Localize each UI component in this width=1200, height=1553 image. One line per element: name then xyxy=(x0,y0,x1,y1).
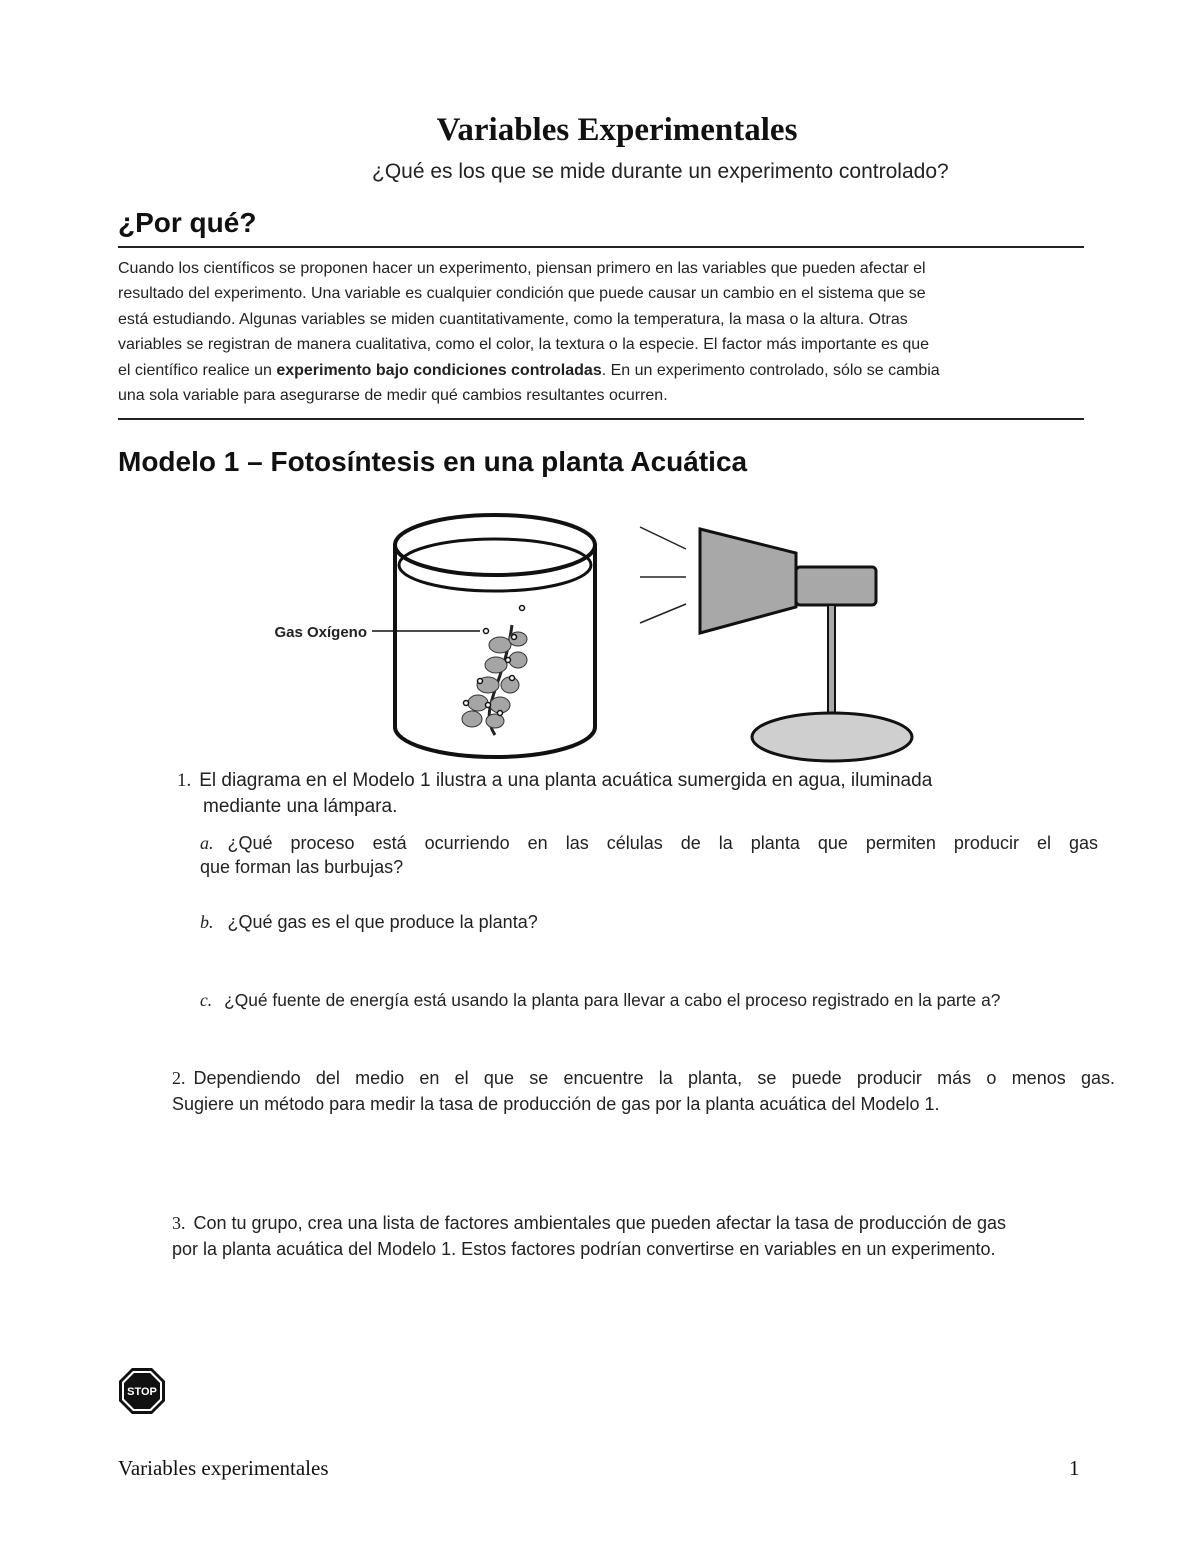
aquatic-plant-illustration xyxy=(462,606,527,736)
question-1-line-2: mediante una lámpara. xyxy=(203,796,398,817)
intro-paragraph xyxy=(118,256,1084,408)
question-letter: c. xyxy=(200,990,213,1010)
question-1b: b. ¿Qué gas es el que produce la planta? xyxy=(200,912,538,932)
question-3: 3. Con tu grupo, crea una lista de factores ambientales que pueden afectar la tasa de producción de gas por la planta acuática del Modelo 1. Estos factores podrían convertirse en variables en un experimento. xyxy=(172,1213,1007,1259)
light-rays xyxy=(640,527,686,623)
oxygen-gas-label: Gas Oxígeno xyxy=(274,624,367,641)
section-heading-why: ¿Por qué? xyxy=(118,207,257,238)
section-divider-bottom xyxy=(118,418,1084,420)
question-number: 1. xyxy=(177,770,192,791)
footer-title: Variables experimentales xyxy=(118,1456,329,1480)
model-heading: Modelo 1 – Fotosíntesis en una planta Acuática xyxy=(118,446,748,477)
intro-line: está estudiando. Algunas variables se miden cuantitativamente, como la temperatura, la masa o la altura. Otras xyxy=(118,310,908,328)
photosynthesis-diagram xyxy=(250,505,930,770)
question-letter: b. xyxy=(200,912,214,932)
intro-line: Cuando los científicos se proponen hacer un experimento, piensan primero en las variables que pueden afectar el xyxy=(118,260,926,277)
lamp-illustration xyxy=(700,529,912,761)
question-number: 3. xyxy=(172,1213,186,1233)
stop-sign-icon xyxy=(118,1367,166,1415)
question-number: 2. xyxy=(172,1068,186,1088)
question-2: 2. Dependiendo del medio en el que se encuentre la planta, se puede producir más o menos gas. Sugiere un método para medir la tasa de producción de gas por la planta acuática del Modelo 1. xyxy=(172,1068,1115,1114)
question-letter: a. xyxy=(200,833,214,853)
question-1c: c. ¿Qué fuente de energía está usando la planta para llevar a cabo el proceso registrado en la parte a? xyxy=(200,990,1001,1010)
page-subtitle: ¿Qué es los que se mide durante un experimento controlado? xyxy=(372,160,949,183)
bold-term: experimento bajo condiciones controladas xyxy=(276,361,602,379)
section-divider-top xyxy=(118,246,1084,248)
intro-line: resultado del experimento. Una variable es cualquier condición que puede causar un cambio en el sistema que se xyxy=(118,285,926,303)
stop-sign-text: STOP xyxy=(127,1386,157,1398)
intro-line: variables se registran de manera cualitativa, como el color, la textura o la especie. El factor más importante es que xyxy=(118,336,930,354)
intro-line: una sola variable para asegurarse de medir qué cambios resultantes ocurren. xyxy=(118,386,668,404)
question-1: 1. El diagrama en el Modelo 1 ilustra a una planta acuática sumergida en agua, iluminada xyxy=(177,770,933,791)
page-number: 1 xyxy=(1069,1456,1080,1480)
question-1a: a. ¿Qué proceso está ocurriendo en las células de la planta que permiten producir el gas que forman las burbujas? xyxy=(200,833,1098,877)
intro-line: el científico realice un experimento bajo condiciones controladas. En un experimento controlado, sólo se cambia xyxy=(118,361,940,379)
page-title: Variables Experimentales xyxy=(436,112,798,148)
